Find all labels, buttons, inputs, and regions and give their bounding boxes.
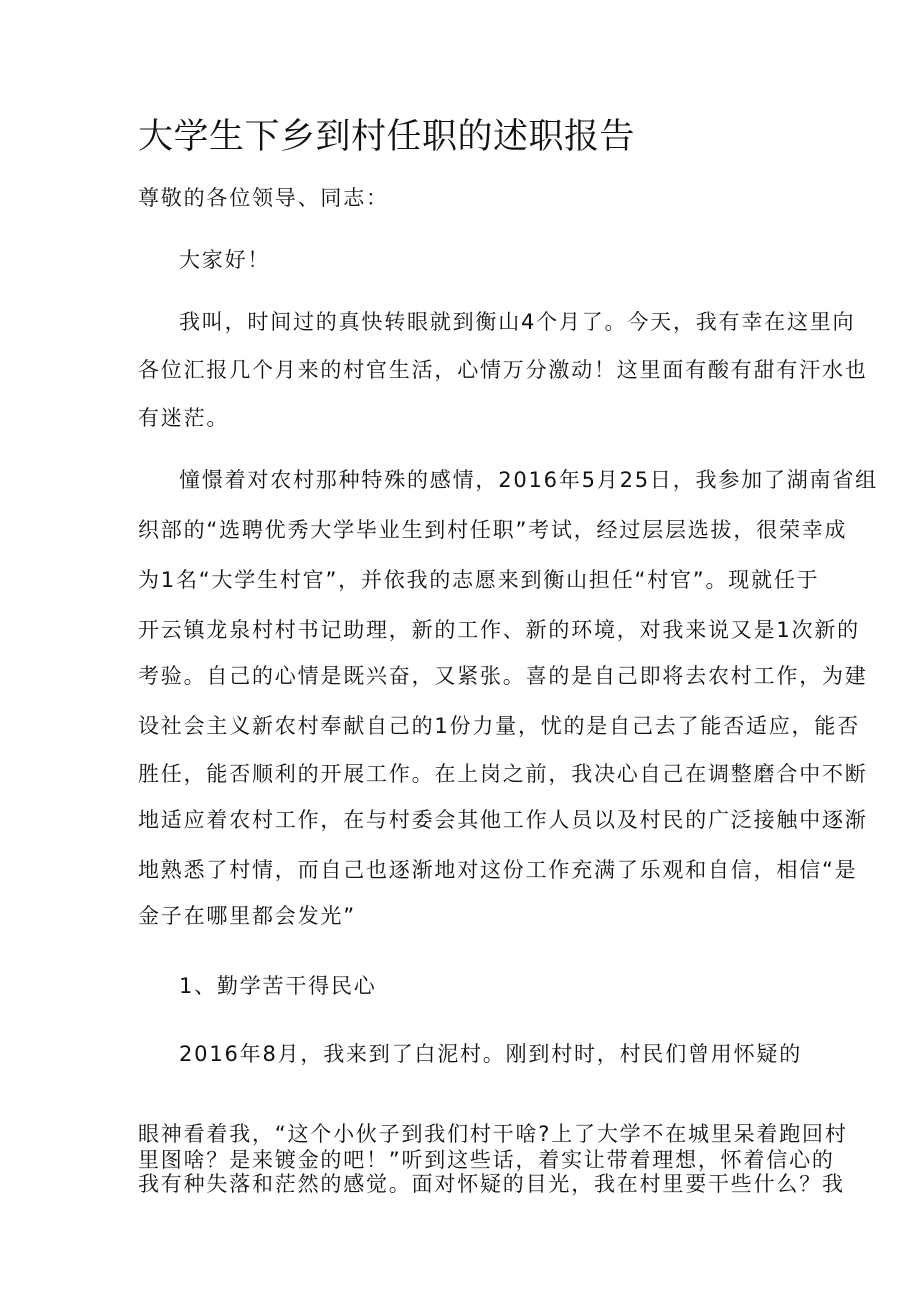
paragraph-line: 各位汇报几个月来的村官生活，心情万分激动！这里面有酸有甜有汗水也 [138,358,868,382]
paragraph-line: 为1名“大学生村官”，并依我的志愿来到衡山担任“村官”。现就任于 [138,568,820,592]
paragraph-line: 有迷茫。 [138,406,230,430]
paragraph-line: 2016年8月，我来到了白泥村。刚到村时，村民们曾用怀疑的 [179,1042,803,1066]
paragraph-line: 开云镇龙泉村村书记助理，新的工作、新的环境，对我来说又是1次新的 [138,618,860,642]
section-heading: 1、勤学苦干得民心 [179,974,377,998]
paragraph-line: 我叫，时间过的真快转眼就到衡山4个月了。今天，我有幸在这里向 [179,310,856,334]
paragraph-line: 地适应着农村工作，在与村委会其他工作人员以及村民的广泛接触中逐渐 [138,808,868,832]
salutation: 尊敬的各位领导、同志： [138,186,389,210]
page-title: 大学生下乡到村任职的述职报告 [138,117,636,157]
paragraph-line: 憧憬着对农村那种特殊的感情，2016年5月25日，我参加了湖南省组 [179,468,878,492]
paragraph-line: 地熟悉了村情，而自己也逐渐地对这份工作充满了乐观和自信，相信“是 [138,858,858,882]
paragraph-line: 我有种失落和茫然的感觉。面对怀疑的目光，我在村里要干些什么？我 [138,1172,845,1196]
paragraph-line: 考验。自己的心情是既兴奋，又紧张。喜的是自己即将去农村工作，为建 [138,664,868,688]
paragraph-line: 胜任，能否顺利的开展工作。在上岗之前，我决心自己在调整磨合中不断 [138,762,868,786]
paragraph-line: 设社会主义新农村奉献自己的1份力量，忧的是自己去了能否适应，能否 [138,714,860,738]
paragraph-line: 织部的“选聘优秀大学毕业生到村任职”考试，经过层层选拔，很荣幸成 [138,518,848,542]
greeting: 大家好！ [179,248,271,272]
paragraph-line: 金子在哪里都会发光” [138,904,356,928]
paragraph-line: 里图啥？是来镀金的吧！”听到这些话，着实让带着理想，怀着信心的 [138,1148,835,1172]
paragraph-line: 眼神看着我，“这个小伙子到我们村干啥?上了大学不在城里呆着跑回村 [138,1122,848,1146]
